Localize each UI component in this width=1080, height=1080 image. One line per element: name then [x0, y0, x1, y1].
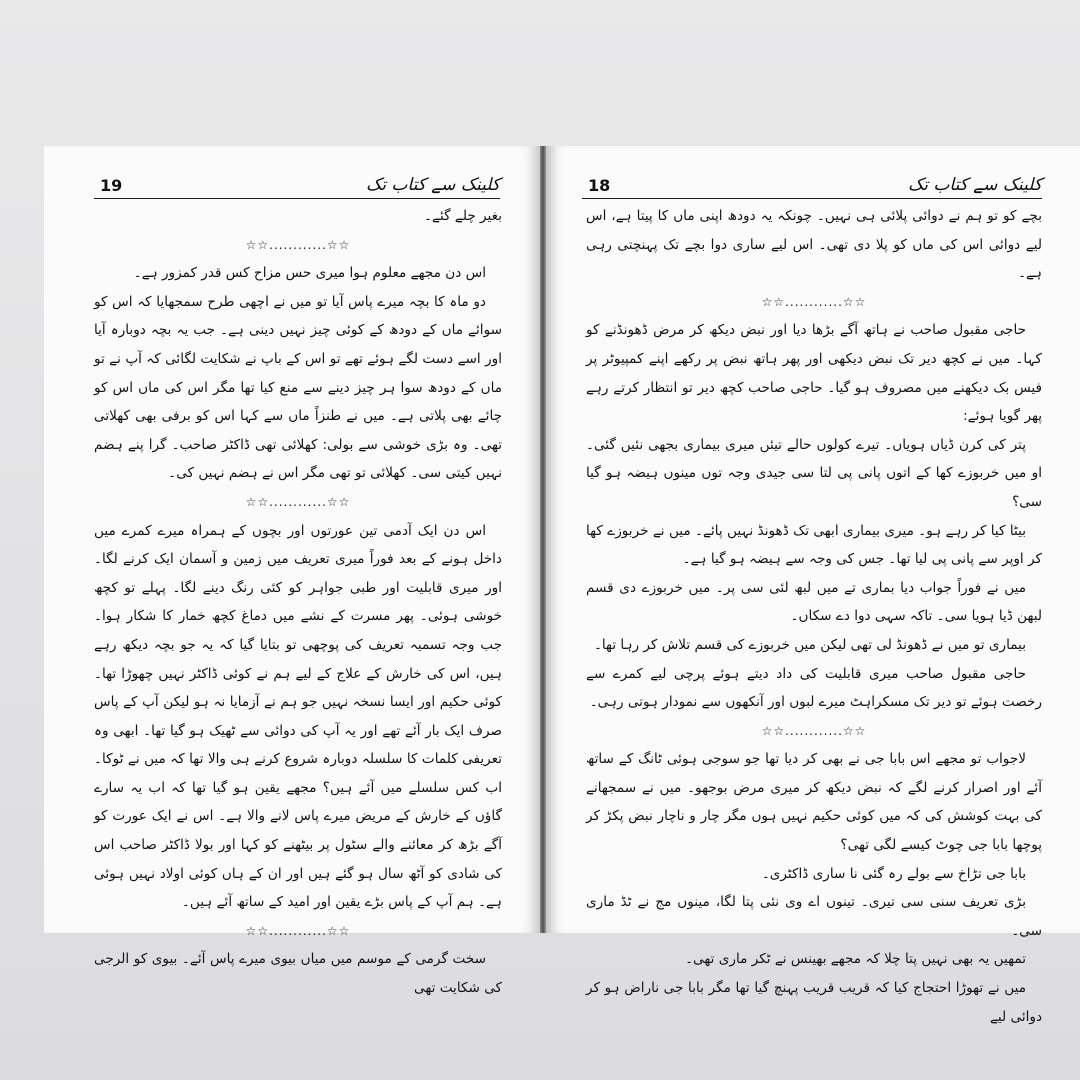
paragraph: بیماری تو میں نے ڈھونڈ لی تھی لیکن میں خربوزے کی قسم تلاش کر رہا تھا۔: [593, 636, 1026, 653]
right-page-header: [582, 164, 1042, 199]
paragraph: حاجی مقبول صاحب میری قابلیت کی داد دیتے ہوئے پرچی لیے کمرے سے رخصت ہوئے تو دیر تک مسکراہٹ میرے لبوں اور آنکھوں سے نمودار ہوتی رہی۔: [586, 665, 1042, 711]
paragraph: تمھیں یہ بھی نہیں پتا چلا کہ مجھے بھینس نے ٹکر ماری تھی۔: [685, 951, 1026, 968]
page-number: 19: [100, 176, 123, 195]
paragraph: بغیر چلے گئے۔: [424, 208, 502, 224]
right-page: [546, 146, 1080, 1025]
section-separator: ☆☆............☆☆: [245, 237, 351, 252]
section-separator: ☆☆............☆☆: [761, 723, 867, 738]
paragraph: میں نے تھوڑا احتجاج کیا کہ قریب قریب پہنچ گیا تھا مگر بابا جی ناراض ہو کر دوائی لیے: [586, 980, 1042, 1025]
paragraph: حاجی مقبول صاحب نے ہاتھ آگے بڑھا دیا اور نبض دیکھ کر مرض ڈھونڈنے کو کہا۔ میں نے کچھ دیر تک نبض دیکھی اور پھر ہاتھ نبض پر رکھے اپنے کمپیوٹر پر فیس بک دیکھنے میں مصروف ہو گیا۔ حاجی صاحب کچھ دیر تو انتظار کرتے رہے پھر گویا ہوئے:: [586, 322, 1042, 425]
paragraph: پتر کی کرن ڈیاں ہویاں۔ تیرے کولوں حالے تیئں میری بیماری بجھی نئیں گئی۔ او میں خربوزے کھا کے اتوں پانی پی لتا سی جیدی وجہ توں مینوں ہیضہ ہو گیا سی؟: [586, 436, 1042, 510]
left-page-body: [94, 202, 502, 997]
left-page-header: [94, 164, 500, 199]
running-title: کلینک سے کتاب تک: [908, 175, 1042, 195]
section-separator: ☆☆............☆☆: [245, 923, 351, 938]
paragraph: اس دن ایک آدمی تین عورتوں اور بچوں کے ہمراہ میرے کمرے میں داخل ہونے کے بعد فوراً میری تعریف میں زمین و آسمان ایک کرنے لگا۔ اور میری قابلیت اور طبی جواہر کو کئی رنگ دینے لگا۔ پہلے تو کچھ خوشی ہوئی۔ پھر مسرت کے نشے میں دماغ کچھ خمار کا شکار ہوا۔ جب وجہ تسمیہ تعریف کی پوچھی تو بتایا گیا کہ یہ جو بچہ دیکھ رہے ہیں، اس کی خارش کے علاج کے لیے ہم نے کوئی ڈاکٹر نہیں چھوڑا تھا۔ کوئی حکیم اور ایسا نسخہ نہیں جو ہم نے آزمایا نہ ہو لیکن آپ کے پاس صرف ایک بار آئے تھے اور یہ آپ کی دوائی سے ٹھیک ہو گیا تھا۔ ابھی وہ تعریفی کلمات کا سلسلہ دوبارہ شروع کرنے ہی والا تھا کہ میں نے ٹوکا۔ اب کس سلسلے میں آئے ہیں؟ مجھے یقین ہو گیا تھا کہ اب یہ سارے گاؤں کے خارش کے مریض میرے پاس لانے والا ہے۔ اس نے ایک عورت کو آگے بڑھ کر معائنے والے سٹول پر بیٹھنے کو کہا اور بولا ڈاکٹر صاحب اس کی شادی کو آٹھ سال ہو گئے ہیں اور ان کے ہاں کوئی اولاد نہیں ہوئی ہے۔ ہم آپ کے پاس بڑے یقین اور امید کے ساتھ آئے ہیں۔: [94, 522, 502, 911]
paragraph: بڑی تعریف سنی سی تیری۔ تینوں اے وی نئی پتا لگا، مینوں مج نے ٹڈ ماری سی۔: [586, 894, 1042, 939]
left-page: [44, 146, 540, 997]
section-separator: ☆☆............☆☆: [761, 294, 867, 309]
right-page-body: [586, 202, 1042, 1025]
paragraph: بچے کو تو ہم نے دوائی پلائی ہی نہیں۔ چونکہ یہ دودھ اپنی ماں کا پیتا ہے، اس لیے دوائی اس کی ماں کو پلا دی تھی۔ اس لیے ساری دوا بچے تک پہنچتی رہی ہے۔: [586, 208, 1042, 282]
paragraph: بابا جی تڑاخ سے بولے رہ گئی نا ساری ڈاکٹری۔: [761, 865, 1026, 882]
running-title: کلینک سے کتاب تک: [366, 175, 500, 195]
paragraph: میں نے فوراً جواب دیا بماری تے میں لبھ لئی سی پر۔ میں خربوزے دی قسم لبھن ڈیا ہویا سی۔ تاکہ سہی دوا دے سکاں۔: [586, 579, 1042, 625]
paragraph: لاجواب تو مجھے اس بابا جی نے بھی کر دیا تھا جو سوجی ہوئی ٹانگ کے ساتھ آئے اور اصرار کرنے لگے کہ نبض دیکھ کر میری مرض بوجھو۔ میں نے سمجھانے کی بہت کوشش کی کہ میں کوئی حکیم نہیں ہوں مگر چار و ناچار نبض پکڑ کر پوچھا بابا جی چوٹ کیسے لگی تھی؟: [586, 751, 1042, 854]
paragraph: اس دن مجھے معلوم ہوا میری حس مزاح کس قدر کمزور ہے۔: [133, 265, 486, 282]
book-spread: [44, 146, 1080, 1025]
paragraph: دو ماہ کا بچہ میرے پاس آیا تو میں نے اچھی طرح سمجھایا کہ اس کو سوائے ماں کے دودھ کے کوئی چیز نہیں دینی ہے۔ جب یہ بچہ دوبارہ آیا اور اسے دست لگے ہوئے تھے تو اس کے باپ نے شکایت لگائی کہ آپ نے تو ماں کے دودھ سوا ہر چیز دینے سے منع کیا تھا مگر اس کی ماں اس کو چائے بھی پلاتی ہے۔ میں نے طنزاً ماں سے کہا اس کو برفی بھی کھلاتی تھی۔ وہ بڑی خوشی سے بولی: کھلائی تھی ڈاکٹر صاحب۔ گرا پنے ہضم نہیں کیتی سی۔ کھلائی تو تھی مگر اس نے ہضم نہیں کی۔: [94, 293, 502, 482]
page-number: 18: [588, 176, 611, 195]
section-separator: ☆☆............☆☆: [245, 494, 351, 509]
paragraph: بیٹا کیا کر رہے ہو۔ میری بیماری ابھی تک ڈھونڈ نہیں پائے۔ میں نے خربوزے کھا کر اوپر سے پانی پی لیا تھا۔ جس کی وجہ سے ہیضہ ہو گیا ہے۔: [586, 522, 1042, 568]
paragraph: سخت گرمی کے موسم میں میاں بیوی میرے پاس آئے۔ بیوی کو الرجی کی شکایت تھی: [94, 951, 502, 997]
